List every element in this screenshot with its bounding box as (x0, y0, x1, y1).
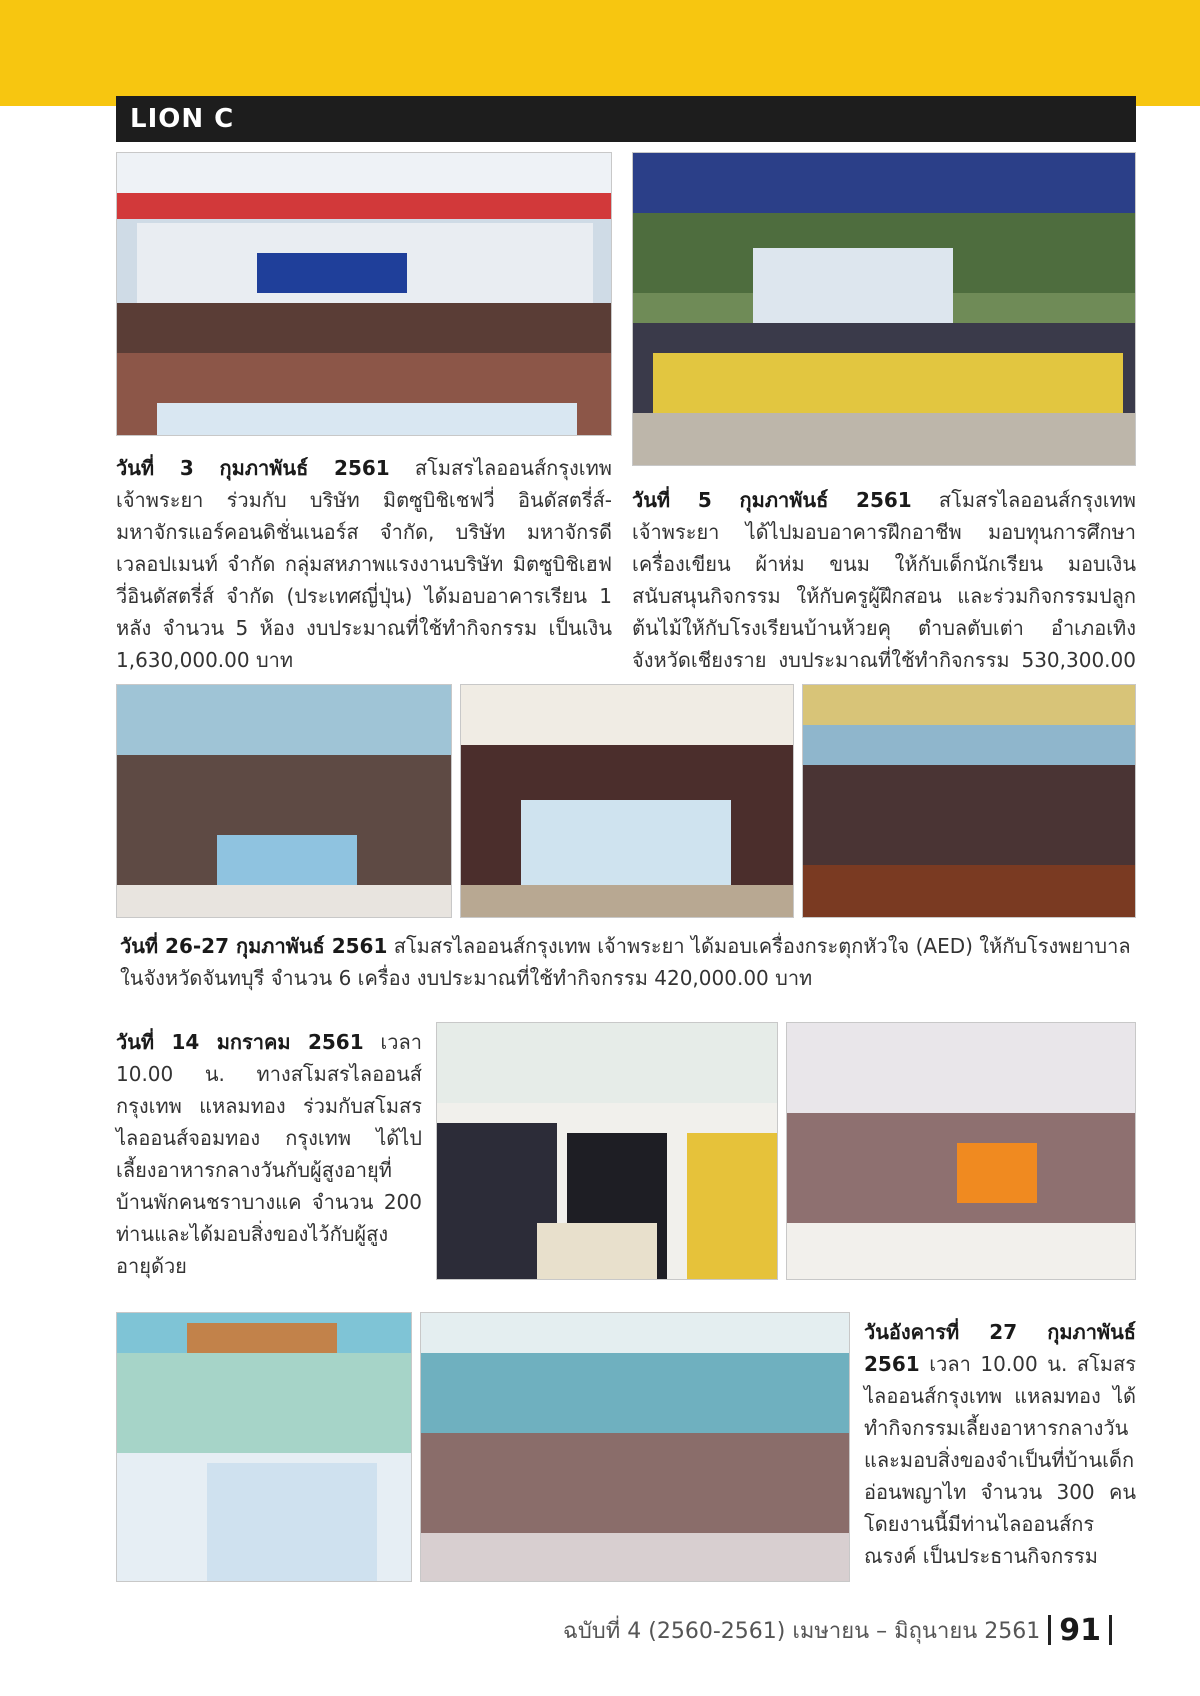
photo-elderly-lunch-hall (786, 1022, 1136, 1280)
photo-aed-handover-hospital-2 (460, 684, 794, 918)
page-footer (560, 1608, 1120, 1652)
caption-3 (120, 930, 1140, 994)
photo-aed-handover-hospital-1 (116, 684, 452, 918)
caption-2 (632, 484, 1136, 708)
footer-issue: ฉบับที่ 4 (2560-2561) เมษายน – มิถุนายน 2561 (562, 1618, 1041, 1644)
caption-5 (864, 1316, 1136, 1572)
caption-1 (116, 452, 612, 676)
footer-separator-right (1109, 1615, 1112, 1645)
caption-4-body: เวลา 10.00 น. ทางสโมสรไลออนส์กรุงเทพ แหลมทอง ร่วมกับสโมสรไลออนส์จอมทอง กรุงเทพ ได้ไปเลี้ยงอาหารกลางวันกับผู้สูงอายุที่บ้านพักคนชราบางแค จำนวน 200 ท่านและได้มอบสิ่งของไว้กับผู้สูงอายุด้วย (116, 1030, 422, 1278)
top-yellow-band (0, 0, 1200, 106)
caption-1-date: วันที่ 3 กุมภาพันธ์ 2561 (116, 456, 390, 480)
caption-5-date: วันอังคารที่ 27 กุมภาพันธ์ 2561 (864, 1320, 1136, 1376)
photo-vocational-building-students (632, 152, 1136, 466)
photo-school-building-handover (116, 152, 612, 436)
photo-aed-handover-stage (802, 684, 1136, 918)
caption-2-date: วันที่ 5 กุมภาพันธ์ 2561 (632, 488, 912, 512)
photo-baby-home-lunch (420, 1312, 850, 1582)
caption-2-body: สโมสรไลออนส์กรุงเทพ เจ้าพระยา ได้ไปมอบอาคารฝึกอาชีพ มอบทุนการศึกษา เครื่องเขียน ผ้าห่ม ขนม ให้กับเด็กนักเรียน มอบเงินสนับสนุนกิจกรรม ให้กับครูผู้ฝึกสอน และร่วมกิจกรรมปลูกต้นไม้ให้กับโรงเรียนบ้านห้วยคุ ตำบลตับเต่า อำเภอเทิง จังหวัดเชียงราย งบประมาณที่ใช้ทำกิจกรรม 530,300.00 (632, 488, 1136, 672)
section-title: LION C (130, 104, 235, 134)
caption-1-body: สโมสรไลออนส์กรุงเทพ เจ้าพระยา ร่วมกับ บริษัท มิตซูบิชิเชฟวี่ อินดัสตรี่ส์-มหาจักรแอร์คอนดิชั่นเนอร์ส จำกัด, บริษัท มหาจักรดีเวลอปเมนท์ จำกัด กลุ่มสหภาพแรงงานบริษัท มิตซูบิชิเฮฟวี่อินดัสตรี่ส์ จำกัด (ประเทศญี่ปุ่น) ได้มอบอาคารเรียน 1 หลัง จำนวน 5 ห้อง งบประมาณที่ใช้ทำกิจกรรม เป็นเงิน 1,630,000.00 บาท (116, 456, 612, 672)
caption-3-body: สโมสรไลออนส์กรุงเทพ เจ้าพระยา ได้มอบเครื่องกระตุกหัวใจ (AED) ให้กับโรงพยาบาลในจังหวัดจันทบุรี จำนวน 6 เครื่อง งบประมาณที่ใช้ทำกิจกรรม 420,000.00 บาท (120, 934, 1131, 990)
page-number: 91 (1059, 1612, 1101, 1648)
section-header (116, 96, 1136, 142)
caption-4 (116, 1026, 422, 1282)
footer-separator-left (1048, 1615, 1051, 1645)
caption-3-date: วันที่ 26-27 กุมภาพันธ์ 2561 (120, 934, 388, 958)
caption-5-body: เวลา 10.00 น. สโมสรไลออนส์กรุงเทพ แหลมทอง ได้ทำกิจกรรมเลี้ยงอาหารกลางวันและมอบสิ่งของจำเป็นที่บ้านเด็กอ่อนพญาไท จำนวน 300 คน โดยงานนี้มีท่านไลออนส์กรณรงค์ เป็นประธานกิจกรรม (864, 1352, 1136, 1568)
photo-elderly-gift-handover (436, 1022, 778, 1280)
caption-4-date: วันที่ 14 มกราคม 2561 (116, 1030, 364, 1054)
photo-baby-home-donations (116, 1312, 412, 1582)
